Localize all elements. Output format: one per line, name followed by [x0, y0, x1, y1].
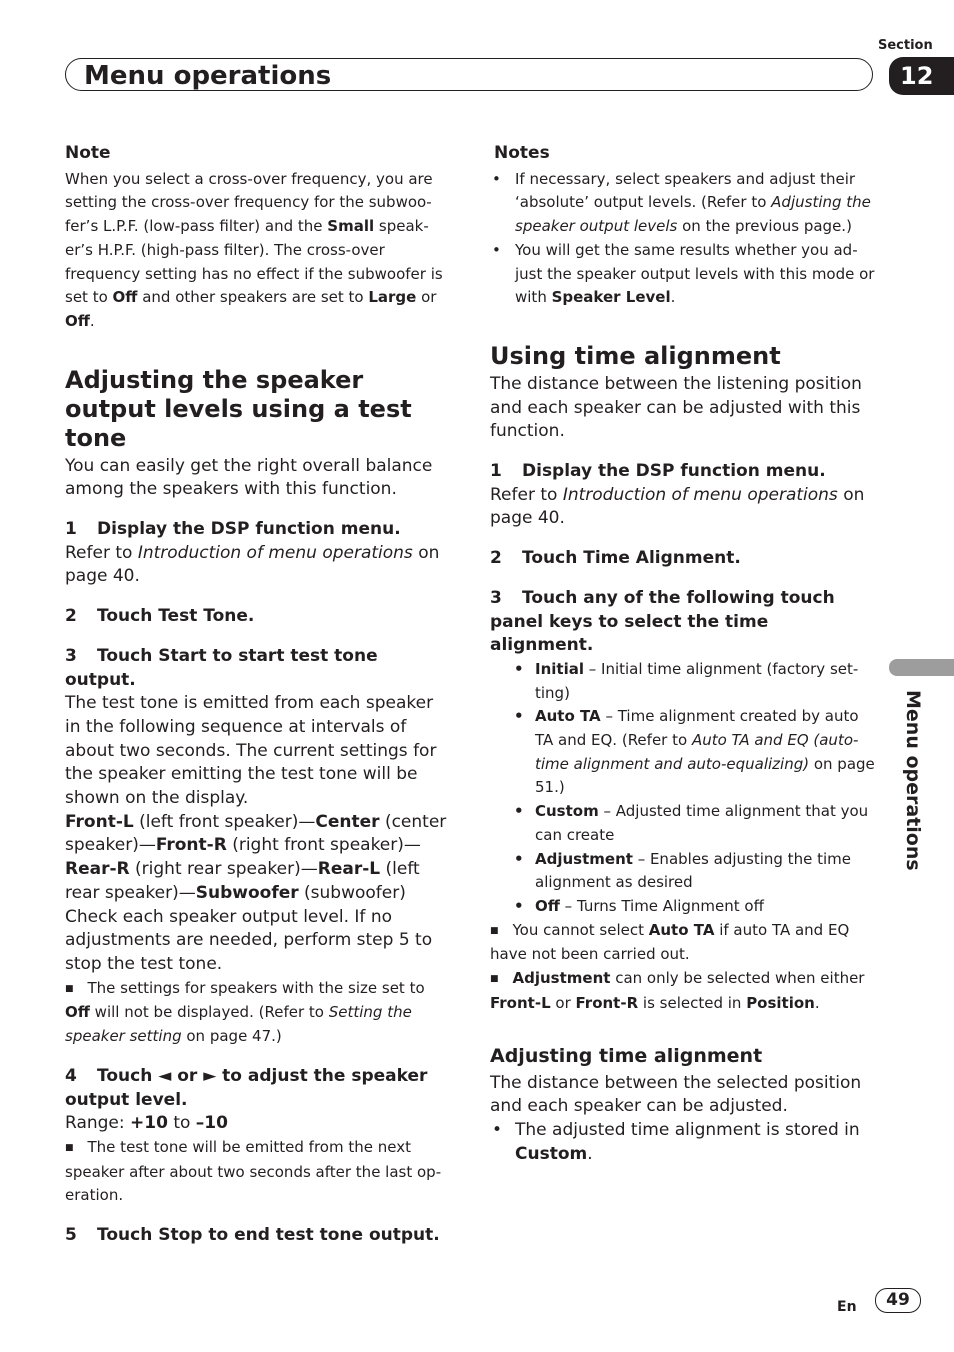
subsection-body: The distance between the selected position and each speaker can be adjusted. — [490, 1072, 862, 1117]
step-3-check: Check each speaker output level. If no adjustments are needed, perform step 5 to stop the test tone. — [65, 906, 433, 974]
step-1: 1 Display the DSP function menu. — [65, 519, 401, 540]
page-number: 49 — [875, 1288, 921, 1313]
note-text: When you select a cross-over frequency, you are setting the cross-over frequency for the subwoofer’s L.P.F. (low-pass filter) and the Small speaker’s H.P.F. (high-pass filter). The cross-over frequency setting has no effect if the subwoofer is set to Off and other speakers are set to Large or Off. — [65, 169, 443, 330]
option-off: • Off – Turns Time Alignment off — [510, 895, 875, 919]
subsection-heading: Adjusting time alignment — [490, 1044, 763, 1067]
step-5: 5 Touch Stop to end test tone output. — [65, 1225, 440, 1246]
side-tab-marker — [889, 659, 954, 676]
section-label: Section — [878, 38, 933, 53]
step-4-note: ■ The test tone will be emitted from the next speaker after about two seconds after the last operation. — [65, 1136, 447, 1208]
side-tab — [896, 690, 926, 890]
language-label: En — [837, 1299, 857, 1315]
notes-heading: Notes — [494, 143, 550, 163]
step-3: 3 Touch Start to start test tone output. — [65, 645, 378, 690]
option-initial: • Initial – Initial time alignment (factory setting) — [510, 658, 875, 705]
step-2: 2 Touch Test Tone. — [65, 606, 255, 627]
page-title: Menu operations — [84, 61, 332, 91]
option-auto-ta: • Auto TA – Time alignment created by auto TA and EQ. (Refer to Auto TA and EQ (auto-time alignment and auto-equalizing) on page 51.) — [510, 705, 875, 800]
section-intro: The distance between the listening position and each speaker can be adjusted with this function. — [490, 373, 862, 442]
note-auto-ta: ■ You cannot select Auto TA if auto TA and EQ have not been carried out. — [490, 919, 875, 967]
step-1: 1 Display the DSP function menu. — [490, 461, 826, 482]
list-item: • If necessary, select speakers and adjust their ‘absolute’ output levels. (Refer to Adjusting the speaker output levels on the previous page.) — [490, 168, 875, 239]
side-tab-label: Menu operations — [902, 690, 924, 871]
step-1-body: Refer to Introduction of menu operations on page 40. — [65, 542, 440, 587]
step-3-body: The test tone is emitted from each speaker in the following sequence at intervals of about two seconds. The current settings for the speaker emitting the test tone will be shown on the display. — [65, 693, 437, 809]
step-4: 4 Touch ◄ or ► to adjust the speaker output level. — [65, 1065, 428, 1110]
section-number: 12 — [889, 57, 954, 95]
step-4-range: Range: +10 to –10 — [65, 1113, 228, 1134]
step-3-note: ■ The settings for speakers with the size set to Off will not be displayed. (Refer to Setting the speaker setting on page 47.) — [65, 977, 447, 1049]
section-intro: You can easily get the right overall balance among the speakers with this function. — [65, 455, 433, 500]
note-heading: Note — [65, 143, 111, 163]
subsection-list — [490, 1119, 875, 1166]
right-column — [490, 142, 875, 1166]
section-heading-test-tone: Adjusting the speaker output levels using a test tone — [65, 365, 412, 452]
list-item: • You will get the same results whether you adjust the speaker output levels with this mode or with Speaker Level. — [490, 239, 875, 310]
notes-list — [490, 168, 875, 310]
step-1-body: Refer to Introduction of menu operations on page 40. — [490, 484, 865, 529]
option-adjustment: • Adjustment – Enables adjusting the time alignment as desired — [510, 848, 875, 895]
option-custom: • Custom – Adjusted time alignment that you can create — [510, 800, 875, 847]
option-list — [490, 658, 875, 919]
note-adjustment: ■ Adjustment can only be selected when either Front-L or Front-R is selected in Position. — [490, 967, 875, 1015]
list-item: • The adjusted time alignment is stored in Custom. — [490, 1119, 875, 1166]
speaker-sequence: Front-L (left front speaker)—Center (center speaker)—Front-R (right front speaker)— Rear-R (right rear speaker)—Rear-L (left rear speaker)—Subwoofer (subwoofer) — [65, 811, 447, 903]
section-heading-time-alignment: Using time alignment — [490, 341, 781, 370]
step-3: 3 Touch any of the following touch panel keys to select the time alignment. — [490, 587, 835, 656]
step-2: 2 Touch Time Alignment. — [490, 548, 741, 569]
left-column — [65, 142, 447, 1248]
